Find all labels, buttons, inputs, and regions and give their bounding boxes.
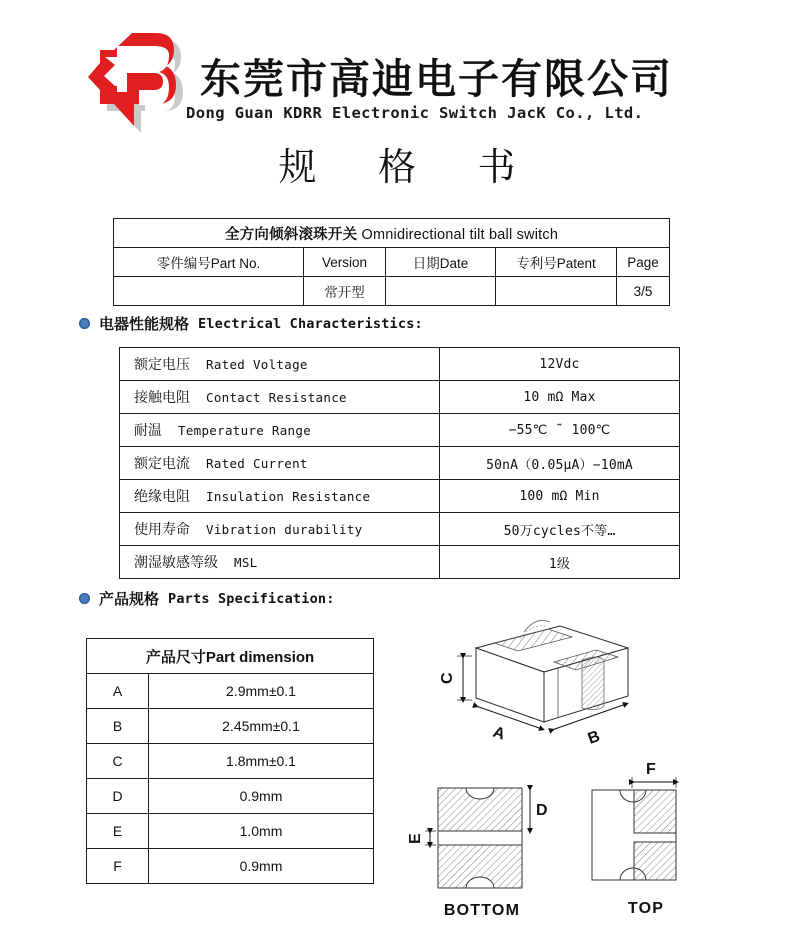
- param-cn: 潮湿敏感等级: [134, 554, 218, 570]
- dimension-value-a: 2.9mm±0.1: [149, 674, 374, 709]
- param-cn: 额定电压: [134, 356, 190, 372]
- dimension-title-en: Part dimension: [205, 648, 315, 666]
- dimension-key-a: A: [87, 674, 149, 709]
- col-header-date: 日期Date: [386, 248, 496, 277]
- dimension-value-f: 0.9mm: [149, 849, 374, 884]
- param-label-contact-resistance: [120, 381, 440, 414]
- col-header-page: Page: [617, 248, 670, 277]
- electrical-characteristics-table: [119, 347, 680, 579]
- param-cn: 额定电流: [134, 455, 190, 471]
- section-label-en: Parts Specification:: [168, 590, 335, 607]
- table-row: [120, 480, 680, 513]
- dimension-label-f: F: [646, 761, 656, 778]
- param-label-rated-current: [120, 447, 440, 480]
- dimension-key-c: C: [87, 744, 149, 779]
- dimension-key-f: F: [87, 849, 149, 884]
- param-value-msl: 1级: [440, 546, 680, 579]
- dimension-label-d: D: [536, 802, 548, 819]
- param-cn: 使用寿命: [134, 521, 190, 537]
- dimension-value-c: 1.8mm±0.1: [149, 744, 374, 779]
- param-value-contact-resistance: 10 mΩ Max: [440, 381, 680, 414]
- dimension-label-c: C: [439, 672, 456, 684]
- document-title: 规 格 书: [278, 147, 542, 189]
- dimension-key-d: D: [87, 779, 149, 814]
- top-view-drawing: [578, 752, 714, 902]
- param-en: Temperature Range: [178, 423, 312, 438]
- company-name-en: Dong Guan KDRR Electronic Switch JacK Co., Ltd.: [186, 104, 644, 122]
- table-row: [114, 219, 670, 248]
- product-title-cell: [114, 219, 670, 248]
- bottom-view-drawing: [408, 758, 556, 903]
- dimension-arrow-c: [457, 656, 472, 700]
- table-row: [114, 248, 670, 277]
- col-header-part-no: 零件编号Part No.: [114, 248, 304, 277]
- section-label-cn: 电器性能规格: [99, 316, 190, 333]
- isometric-part-drawing: [432, 618, 642, 758]
- dimension-label-b: B: [585, 727, 603, 748]
- kdrr-arrow-b-logo-icon: [88, 30, 192, 136]
- value-page: 3/5: [617, 277, 670, 306]
- bottom-pad-lower: [438, 845, 522, 888]
- bottom-view-label: BOTTOM: [443, 902, 521, 919]
- dimension-value-d: 0.9mm: [149, 779, 374, 814]
- top-pad-lower: [634, 842, 676, 880]
- param-label-msl: [120, 546, 440, 579]
- product-title-en: Omnidirectional tilt ball switch: [357, 226, 559, 243]
- param-value-vibration-durability: 50万cycles不等…: [440, 513, 680, 546]
- document-info-table: [113, 218, 670, 306]
- section-heading-parts: [79, 588, 335, 609]
- top-view-svg: [578, 752, 714, 897]
- table-row: [120, 414, 680, 447]
- value-version: 常开型: [304, 277, 386, 306]
- param-value-temperature-range: −55℃ ˜ 100℃: [440, 414, 680, 447]
- value-part-no: [114, 277, 304, 306]
- dimension-label-a: A: [490, 723, 508, 744]
- param-value-rated-voltage: 12Vdc: [440, 348, 680, 381]
- col-header-version: Version: [304, 248, 386, 277]
- param-en: Rated Current: [206, 456, 308, 471]
- param-en: MSL: [234, 555, 258, 570]
- top-view-label: TOP: [627, 900, 665, 917]
- dimension-arrow-e: [425, 831, 436, 845]
- table-row: [120, 447, 680, 480]
- bullet-icon: [79, 593, 90, 604]
- param-label-insulation-resistance: [120, 480, 440, 513]
- dimension-label-e: E: [408, 833, 424, 844]
- param-en: Vibration durability: [206, 522, 363, 537]
- param-value-insulation-resistance: 100 mΩ Min: [440, 480, 680, 513]
- table-row: [87, 674, 374, 709]
- param-label-rated-voltage: [120, 348, 440, 381]
- table-row: [120, 381, 680, 414]
- dimension-value-b: 2.45mm±0.1: [149, 709, 374, 744]
- param-value-rated-current: 50nA（0.05μA）−10mA: [440, 447, 680, 480]
- isometric-drawing-svg: [432, 618, 642, 753]
- table-row: [120, 348, 680, 381]
- table-row: [87, 744, 374, 779]
- dimension-key-e: E: [87, 814, 149, 849]
- letterhead: [0, 14, 794, 136]
- table-row: [87, 639, 374, 674]
- param-label-temperature-range: [120, 414, 440, 447]
- param-en: Contact Resistance: [206, 390, 347, 405]
- company-name-cn: 东莞市高迪电子有限公司: [200, 56, 673, 102]
- dimension-title-cn: 产品尺寸: [145, 648, 206, 666]
- table-row: [87, 779, 374, 814]
- table-row: [120, 546, 680, 579]
- section-label-en: Electrical Characteristics:: [198, 315, 423, 332]
- dimension-table-title: [87, 639, 374, 674]
- top-pad-upper: [634, 790, 676, 833]
- part-dimension-table: [86, 638, 374, 884]
- bottom-view-svg: [408, 758, 556, 898]
- bullet-icon: [79, 318, 90, 329]
- table-row: [114, 277, 670, 306]
- dimension-value-e: 1.0mm: [149, 814, 374, 849]
- param-cn: 绝缘电阻: [134, 488, 190, 504]
- section-label-cn: 产品规格: [99, 591, 160, 608]
- table-row: [87, 709, 374, 744]
- param-label-vibration-durability: [120, 513, 440, 546]
- product-title-cn: 全方向倾斜滚珠开关: [224, 226, 358, 243]
- param-en: Insulation Resistance: [206, 489, 371, 504]
- dimension-arrow-f: [632, 777, 676, 788]
- param-cn: 耐温: [134, 422, 162, 438]
- table-row: [87, 849, 374, 884]
- value-patent: [496, 277, 617, 306]
- param-en: Rated Voltage: [206, 357, 308, 372]
- table-row: [120, 513, 680, 546]
- table-row: [87, 814, 374, 849]
- company-logo: [88, 30, 192, 136]
- section-heading-electrical: [79, 313, 423, 334]
- col-header-patent: 专利号Patent: [496, 248, 617, 277]
- bottom-pad-upper: [438, 788, 522, 831]
- dimension-key-b: B: [87, 709, 149, 744]
- param-cn: 接触电阻: [134, 389, 190, 405]
- value-date: [386, 277, 496, 306]
